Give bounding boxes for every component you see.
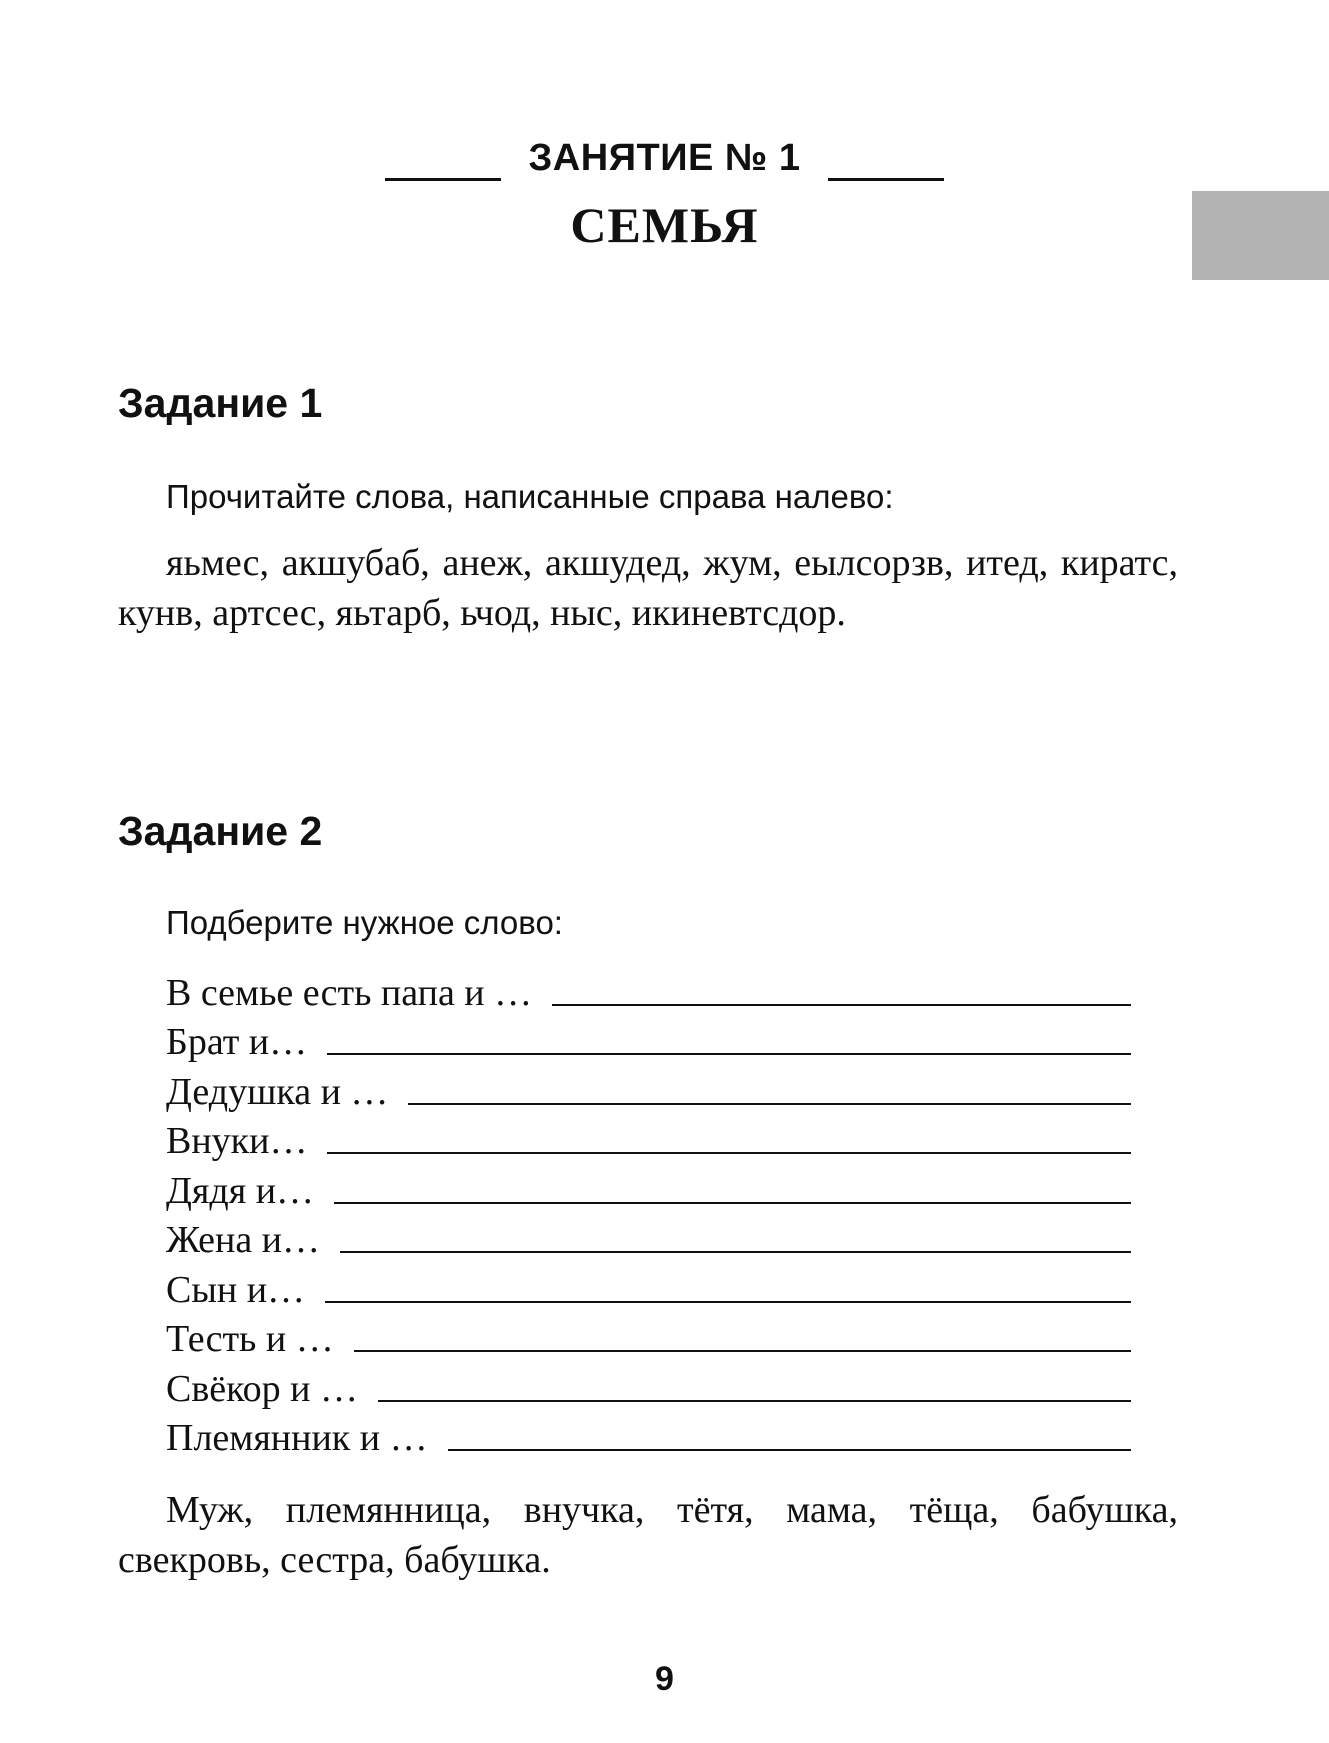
- fill-row: [166, 1164, 1131, 1214]
- task1-reversed-words: яьмес, акшубаб, анеж, акшудед, жум, еылсорзв, итед, киратс, кунв, артсес, яьтарб, ьчод, ныс, икиневтсдор.: [118, 542, 1178, 634]
- fill-row: [166, 1065, 1131, 1115]
- fill-row: [166, 1016, 1131, 1066]
- answer-blank[interactable]: [448, 1419, 1131, 1451]
- fill-label: Внуки…: [166, 1120, 308, 1162]
- fill-row: [166, 966, 1131, 1016]
- fill-label: Сын и…: [166, 1268, 306, 1311]
- task2-instruction: Подберите нужное слово:: [166, 904, 563, 941]
- fill-in-list: [166, 966, 1131, 1461]
- lesson-blank-left: [385, 132, 501, 181]
- answer-blank[interactable]: [325, 1271, 1131, 1303]
- answer-blank[interactable]: [408, 1073, 1131, 1105]
- answer-blank[interactable]: [334, 1172, 1131, 1204]
- answer-blank[interactable]: [552, 974, 1131, 1006]
- answer-blank[interactable]: [340, 1221, 1131, 1253]
- fill-row: [166, 1214, 1131, 1264]
- fill-label: Брат и…: [166, 1021, 308, 1063]
- page-number: 9: [655, 1660, 674, 1698]
- task1-instruction: Прочитайте слова, написанные справа налево:: [166, 478, 894, 515]
- fill-label: Жена и…: [166, 1219, 321, 1261]
- topic-title: СЕМЬЯ: [570, 197, 759, 253]
- fill-label: Дядя и…: [166, 1169, 315, 1212]
- fill-row: [166, 1263, 1131, 1313]
- answer-blank[interactable]: [327, 1023, 1131, 1055]
- answer-blank[interactable]: [354, 1320, 1131, 1352]
- lesson-header: [0, 132, 1329, 181]
- task1-heading: Задание 1: [118, 380, 323, 426]
- task2-heading: Задание 2: [118, 808, 323, 854]
- answer-blank[interactable]: [378, 1370, 1131, 1402]
- fill-label: В семье есть папа и …: [166, 971, 533, 1014]
- fill-row: [166, 1362, 1131, 1412]
- fill-label: Тесть и …: [166, 1318, 334, 1360]
- fill-row: [166, 1313, 1131, 1363]
- lesson-title: ЗАНЯТИЕ № 1: [528, 137, 801, 179]
- lesson-blank-right: [828, 132, 944, 181]
- answer-blank[interactable]: [327, 1122, 1131, 1154]
- fill-label: Дедушка и …: [166, 1070, 389, 1113]
- fill-label: Племянник и …: [166, 1417, 428, 1459]
- fill-row: [166, 1115, 1131, 1165]
- fill-row: [166, 1412, 1131, 1462]
- word-bank: Муж, племянница, внучка, тётя, мама, тёща, бабушка, свекровь, сестра, бабушка.: [118, 1489, 1178, 1581]
- fill-label: Свёкор и …: [166, 1367, 359, 1410]
